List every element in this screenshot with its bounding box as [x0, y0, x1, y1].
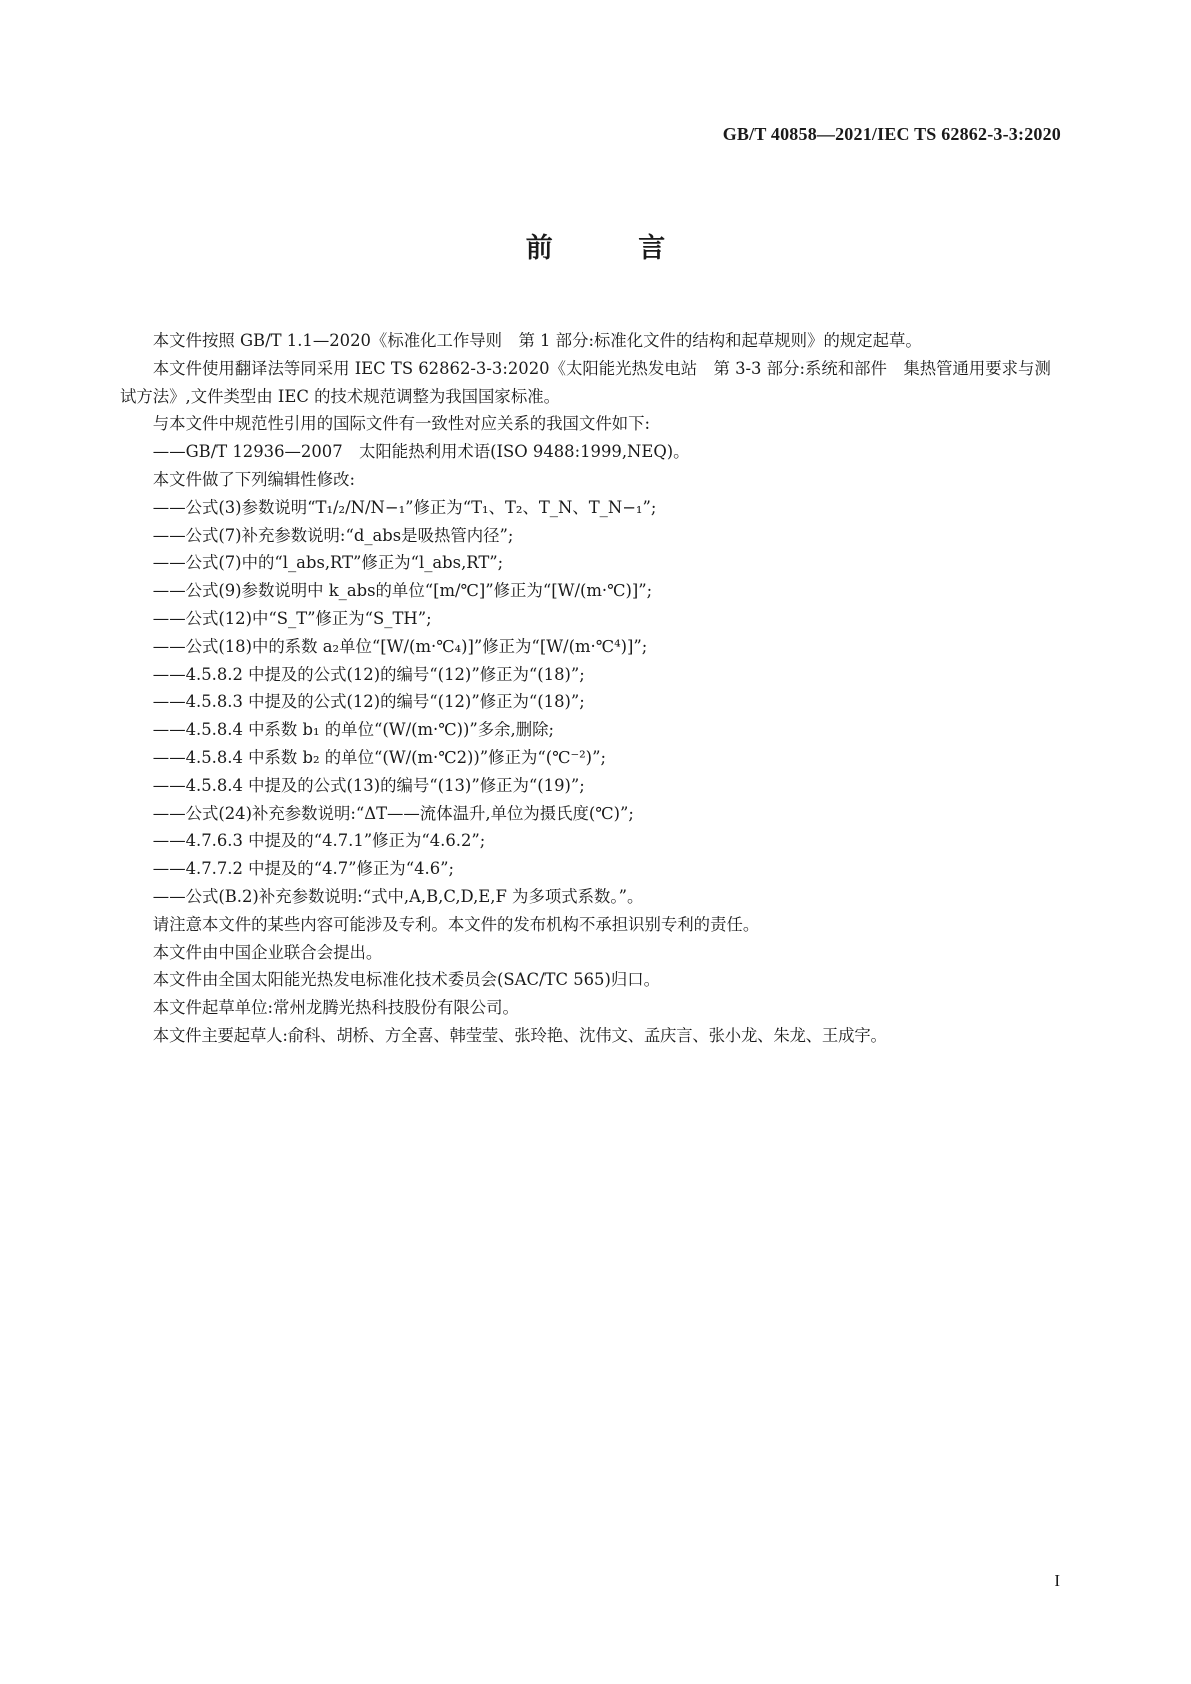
- list-item: ——公式(24)补充参数说明:“ΔT——流体温升,单位为摄氏度(℃)”;: [152, 803, 634, 823]
- paragraph: 本文件由中国企业联合会提出。: [152, 942, 383, 962]
- list-item: ——4.5.8.4 中提及的公式(13)的编号“(13)”修正为“(19)”;: [152, 775, 585, 795]
- list-item: ——4.7.6.3 中提及的“4.7.1”修正为“4.6.2”;: [152, 831, 486, 851]
- document-code: GB/T 40858—2021/IEC TS 62862-3-3:2020: [722, 124, 1061, 144]
- page-number: I: [1054, 1571, 1060, 1590]
- list-item: ——4.5.8.4 中系数 b₂ 的单位“(W/(m·℃2))”修正为“(℃⁻²)”;: [152, 747, 606, 767]
- list-item: ——4.5.8.2 中提及的公式(12)的编号“(12)”修正为“(18)”;: [152, 664, 585, 684]
- paragraph: 本文件主要起草人:俞科、胡桥、方全喜、韩莹莹、张玲艳、沈伟文、孟庆言、张小龙、朱龙、王成宇。: [152, 1025, 887, 1045]
- list-item: ——公式(9)参数说明中 k_abs的单位“[m/℃]”修正为“[W/(m·℃)]”;: [152, 581, 653, 601]
- list-item: ——公式(12)中“S_T”修正为“S_TH”;: [152, 608, 432, 628]
- page-title: 前 言: [525, 233, 704, 264]
- paragraph: 本文件按照 GB/T 1.1—2020《标准化工作导则 第 1 部分:标准化文件的结构和起草规则》的规定起草。: [152, 331, 922, 350]
- list-item: ——公式(7)补充参数说明:“d_abs是吸热管内径”;: [152, 525, 514, 545]
- foreword-body: [120, 327, 1060, 1050]
- paragraph: 请注意本文件的某些内容可能涉及专利。本文件的发布机构不承担识别专利的责任。: [152, 914, 760, 934]
- paragraph: 本文件做了下列编辑性修改:: [152, 469, 356, 489]
- list-item: ——4.5.8.4 中系数 b₁ 的单位“(W/(m·℃))”多余,删除;: [152, 720, 555, 740]
- list-item: ——4.7.7.2 中提及的“4.7”修正为“4.6”;: [152, 859, 455, 879]
- paragraph: 本文件由全国太阳能光热发电标准化技术委员会(SAC/TC 565)归口。: [152, 970, 661, 990]
- list-item: ——4.5.8.3 中提及的公式(12)的编号“(12)”修正为“(18)”;: [152, 692, 585, 712]
- list-item: ——GB/T 12936—2007 太阳能热利用术语(ISO 9488:1999,NEQ)。: [152, 442, 690, 462]
- list-item: ——公式(3)参数说明“T₁/₂/N/N−₁”修正为“T₁、T₂、T_N、T_N−₁”;: [152, 497, 657, 517]
- list-item: ——公式(18)中的系数 a₂单位“[W/(m·℃₄)]”修正为“[W/(m·℃⁴)]”;: [152, 636, 648, 656]
- list-item: ——公式(B.2)补充参数说明:“式中,A,B,C,D,E,F 为多项式系数。”。: [152, 886, 644, 906]
- paragraph: 本文件使用翻译法等同采用 IEC TS 62862-3-3:2020《太阳能光热发电站 第 3-3 部分:系统和部件 集热管通用要求与测试方法》,文件类型由 IEC 的技术规范调整为我国国家标准。: [120, 358, 1051, 406]
- list-item: ——公式(7)中的“l_abs,RT”修正为“l_abs,RT”;: [152, 553, 504, 573]
- paragraph: 本文件起草单位:常州龙腾光热科技股份有限公司。: [152, 998, 519, 1018]
- paragraph: 与本文件中规范性引用的国际文件有一致性对应关系的我国文件如下:: [152, 414, 651, 434]
